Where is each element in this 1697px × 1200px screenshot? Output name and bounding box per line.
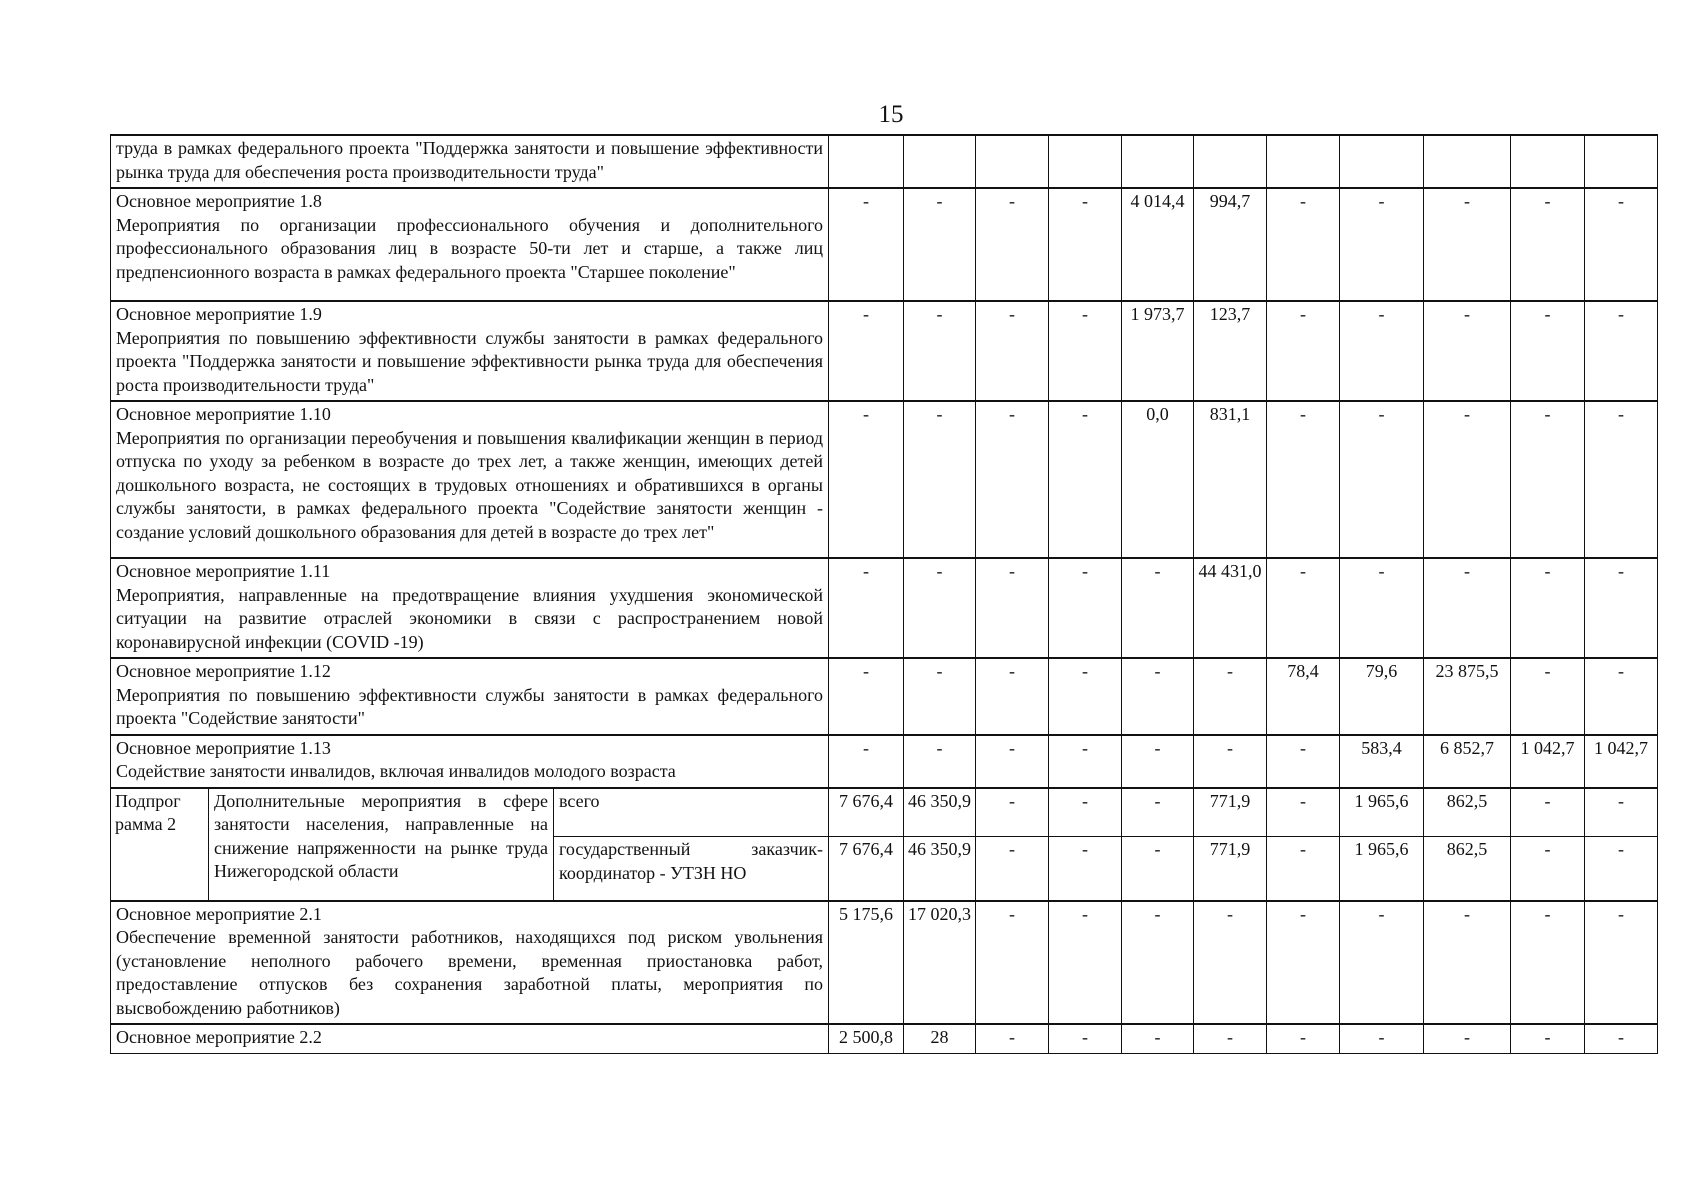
program-funding-table — [110, 134, 1658, 1054]
value-cell: 1 973,7 — [1122, 301, 1194, 401]
value-cell: - — [1194, 658, 1267, 735]
table-row — [111, 658, 1658, 735]
activity-text: Содействие занятости инвалидов, включая инвалидов молодого возраста — [116, 761, 676, 781]
table-row — [111, 558, 1658, 658]
value-cell: - — [1122, 788, 1194, 837]
value-cell: - — [1511, 1024, 1585, 1053]
activity-title: Основное мероприятие 2.2 — [116, 1027, 322, 1047]
value-cell: - — [976, 658, 1049, 735]
activity-description-cell — [111, 658, 829, 735]
value-cell: - — [1511, 837, 1585, 901]
value-cell: - — [1340, 188, 1424, 301]
value-cell: 2 500,8 — [829, 1024, 904, 1053]
activity-description-cell — [111, 401, 829, 558]
value-cell: 1 042,7 — [1585, 735, 1658, 788]
value-cell: - — [1511, 558, 1585, 658]
value-cell: - — [1267, 1024, 1340, 1053]
value-cell: - — [1049, 901, 1122, 1025]
value-cell: - — [1049, 735, 1122, 788]
activity-description-cell — [111, 188, 829, 301]
value-cell: - — [1267, 188, 1340, 301]
value-cell — [976, 135, 1049, 188]
value-cell — [1122, 135, 1194, 188]
value-cell: - — [1511, 401, 1585, 558]
value-cell: - — [904, 401, 976, 558]
value-cell: - — [1194, 1024, 1267, 1053]
value-cell: - — [1122, 837, 1194, 901]
value-cell: - — [829, 735, 904, 788]
value-cell: - — [1122, 658, 1194, 735]
value-cell: - — [976, 735, 1049, 788]
value-cell: - — [1049, 837, 1122, 901]
value-cell — [904, 135, 976, 188]
value-cell: 1 042,7 — [1511, 735, 1585, 788]
value-cell: 994,7 — [1194, 188, 1267, 301]
page-number: 15 — [878, 101, 904, 128]
value-cell: - — [1511, 901, 1585, 1025]
value-cell: 1 965,6 — [1340, 837, 1424, 901]
value-cell: - — [1585, 188, 1658, 301]
value-cell: - — [1267, 401, 1340, 558]
activity-description-cell — [111, 558, 829, 658]
value-cell: - — [1424, 901, 1511, 1025]
table-row — [111, 901, 1658, 1025]
value-cell: - — [1122, 558, 1194, 658]
value-cell — [829, 135, 904, 188]
value-cell: - — [1424, 188, 1511, 301]
value-cell: - — [1267, 558, 1340, 658]
value-cell: - — [1049, 788, 1122, 837]
table-row — [111, 1024, 1658, 1053]
value-cell — [1424, 135, 1511, 188]
activity-title: Основное мероприятие 1.11 — [116, 561, 331, 581]
subprogram-name: Дополнительные мероприятия в сфере занятости населения, направленные на снижение напряженности на рынке труда Нижегородской области — [209, 788, 554, 901]
value-cell: 17 020,3 — [904, 901, 976, 1025]
value-cell: 831,1 — [1194, 401, 1267, 558]
value-cell: - — [1267, 837, 1340, 901]
value-cell: - — [904, 735, 976, 788]
activity-text: Мероприятия по организации профессионального обучения и дополнительного профессионального образования лиц в возрасте 50-ти лет и старше, а также лиц предпенсионного возраста в рамках федерального проекта "Старшее поколение" — [116, 214, 824, 282]
value-cell: - — [904, 188, 976, 301]
value-cell: - — [1267, 301, 1340, 401]
value-cell — [1267, 135, 1340, 188]
value-cell: - — [1585, 788, 1658, 837]
activity-text: Мероприятия по повышению эффективности службы занятости в рамках федерального проекта "Поддержка занятости и повышение эффективности рынка труда для обеспечения роста производительности труда" — [116, 327, 824, 395]
value-cell: 1 965,6 — [1340, 788, 1424, 837]
table-row — [111, 735, 1658, 788]
value-cell: - — [1049, 401, 1122, 558]
value-cell: - — [976, 188, 1049, 301]
activity-title: Основное мероприятие 1.9 — [116, 304, 322, 324]
value-cell: - — [829, 188, 904, 301]
subprogram-label: Подпрог рамма 2 — [111, 788, 209, 901]
activity-description-cell — [111, 901, 829, 1025]
table-row — [111, 301, 1658, 401]
activity-text: Обеспечение временной занятости работников, находящихся под риском увольнения (установление неполного рабочего времени, временная приостановка работ, предоставление отпусков без сохранения заработной платы, мероприятия по высвобождению работников) — [116, 927, 824, 1018]
value-cell — [1049, 135, 1122, 188]
value-cell: 862,5 — [1424, 788, 1511, 837]
value-cell: - — [1424, 558, 1511, 658]
activity-text: Мероприятия по организации переобучения и повышения квалификации женщин в период отпуска по уходу за ребенком в возрасте до трех лет, а также женщин, имеющих детей дошкольного возраста, не состоящих в трудовых отношениях и обратившихся в органы службы занятости, в рамках федерального проекта "Содействие занятости женщин - создание условий дошкольного образования для детей в возрасте до трех лет" — [116, 427, 824, 542]
activity-description-cell — [111, 301, 829, 401]
value-cell: - — [1585, 837, 1658, 901]
value-cell: 583,4 — [1340, 735, 1424, 788]
value-cell: - — [1424, 1024, 1511, 1053]
value-cell: - — [904, 658, 976, 735]
value-cell: - — [1267, 788, 1340, 837]
value-cell: 123,7 — [1194, 301, 1267, 401]
value-cell: - — [1424, 301, 1511, 401]
value-cell: - — [829, 301, 904, 401]
value-cell: - — [829, 658, 904, 735]
value-cell: - — [976, 558, 1049, 658]
activity-description-cell — [111, 735, 829, 788]
value-cell: - — [829, 558, 904, 658]
activity-title: Основное мероприятие 2.1 — [116, 903, 322, 924]
value-cell: 6 852,7 — [1424, 735, 1511, 788]
value-cell: - — [1340, 1024, 1424, 1053]
value-cell: - — [1585, 301, 1658, 401]
value-cell: 0,0 — [1122, 401, 1194, 558]
value-cell: 4 014,4 — [1122, 188, 1194, 301]
value-cell: - — [976, 788, 1049, 837]
value-cell — [1340, 135, 1424, 188]
value-cell: - — [1194, 901, 1267, 1025]
payer-cell: всего — [554, 788, 829, 837]
value-cell: - — [1585, 901, 1658, 1025]
activity-title: Основное мероприятие 1.8 — [116, 191, 322, 211]
value-cell: 78,4 — [1267, 658, 1340, 735]
value-cell: 46 350,9 — [904, 837, 976, 901]
table-row — [111, 135, 1658, 188]
value-cell: 771,9 — [1194, 837, 1267, 901]
value-cell: - — [1049, 301, 1122, 401]
value-cell: - — [976, 301, 1049, 401]
value-cell: 771,9 — [1194, 788, 1267, 837]
value-cell: - — [1424, 401, 1511, 558]
value-cell: - — [1511, 658, 1585, 735]
value-cell: - — [976, 901, 1049, 1025]
activity-title: Основное мероприятие 1.12 — [116, 661, 331, 681]
value-cell: - — [1049, 1024, 1122, 1053]
activity-description-cell — [111, 135, 829, 188]
activity-text: Мероприятия, направленные на предотвращение влияния ухудшения экономической ситуации на развитие отраслей экономики в связи с распространением новой коронавирусной инфекции (COVID -19) — [116, 584, 824, 652]
table-row — [111, 401, 1658, 558]
value-cell: 46 350,9 — [904, 788, 976, 837]
value-cell: - — [1511, 188, 1585, 301]
value-cell: - — [1194, 735, 1267, 788]
activity-text: труда в рамках федерального проекта "Поддержка занятости и повышение эффективности рынка труда для обеспечения роста производительности труда" — [116, 138, 824, 182]
value-cell: - — [1511, 301, 1585, 401]
value-cell: - — [976, 837, 1049, 901]
payer-cell: государственный заказчик-координатор - УТЗН НО — [554, 837, 829, 901]
value-cell: - — [1585, 1024, 1658, 1053]
value-cell: - — [1340, 901, 1424, 1025]
value-cell: - — [829, 401, 904, 558]
value-cell: 23 875,5 — [1424, 658, 1511, 735]
value-cell: - — [1122, 901, 1194, 1025]
value-cell: - — [1585, 558, 1658, 658]
value-cell: 862,5 — [1424, 837, 1511, 901]
value-cell: - — [976, 1024, 1049, 1053]
value-cell: - — [904, 301, 976, 401]
value-cell — [1194, 135, 1267, 188]
value-cell: - — [1049, 658, 1122, 735]
value-cell: - — [1585, 401, 1658, 558]
value-cell: - — [1267, 735, 1340, 788]
value-cell: - — [1340, 401, 1424, 558]
value-cell: - — [1340, 301, 1424, 401]
value-cell: - — [1585, 658, 1658, 735]
value-cell: 7 676,4 — [829, 837, 904, 901]
value-cell: - — [1511, 788, 1585, 837]
value-cell: - — [1122, 735, 1194, 788]
activity-title: Основное мероприятие 1.10 — [116, 404, 331, 424]
value-cell — [1511, 135, 1585, 188]
activity-text: Мероприятия по повышению эффективности службы занятости в рамках федерального проекта "Содействие занятости" — [116, 684, 824, 728]
value-cell — [1585, 135, 1658, 188]
value-cell: 28 — [904, 1024, 976, 1053]
activity-title: Основное мероприятие 1.13 — [116, 737, 331, 758]
value-cell: 44 431,0 — [1194, 558, 1267, 658]
activity-description-cell — [111, 1024, 829, 1053]
value-cell: - — [1122, 1024, 1194, 1053]
value-cell: - — [904, 558, 976, 658]
value-cell: 7 676,4 — [829, 788, 904, 837]
value-cell: - — [1267, 901, 1340, 1025]
subprogram-row — [111, 788, 1658, 837]
value-cell: 5 175,6 — [829, 901, 904, 1025]
value-cell: - — [1340, 558, 1424, 658]
value-cell: - — [1049, 558, 1122, 658]
value-cell: - — [1049, 188, 1122, 301]
value-cell: 79,6 — [1340, 658, 1424, 735]
table-row — [111, 188, 1658, 301]
value-cell: - — [976, 401, 1049, 558]
